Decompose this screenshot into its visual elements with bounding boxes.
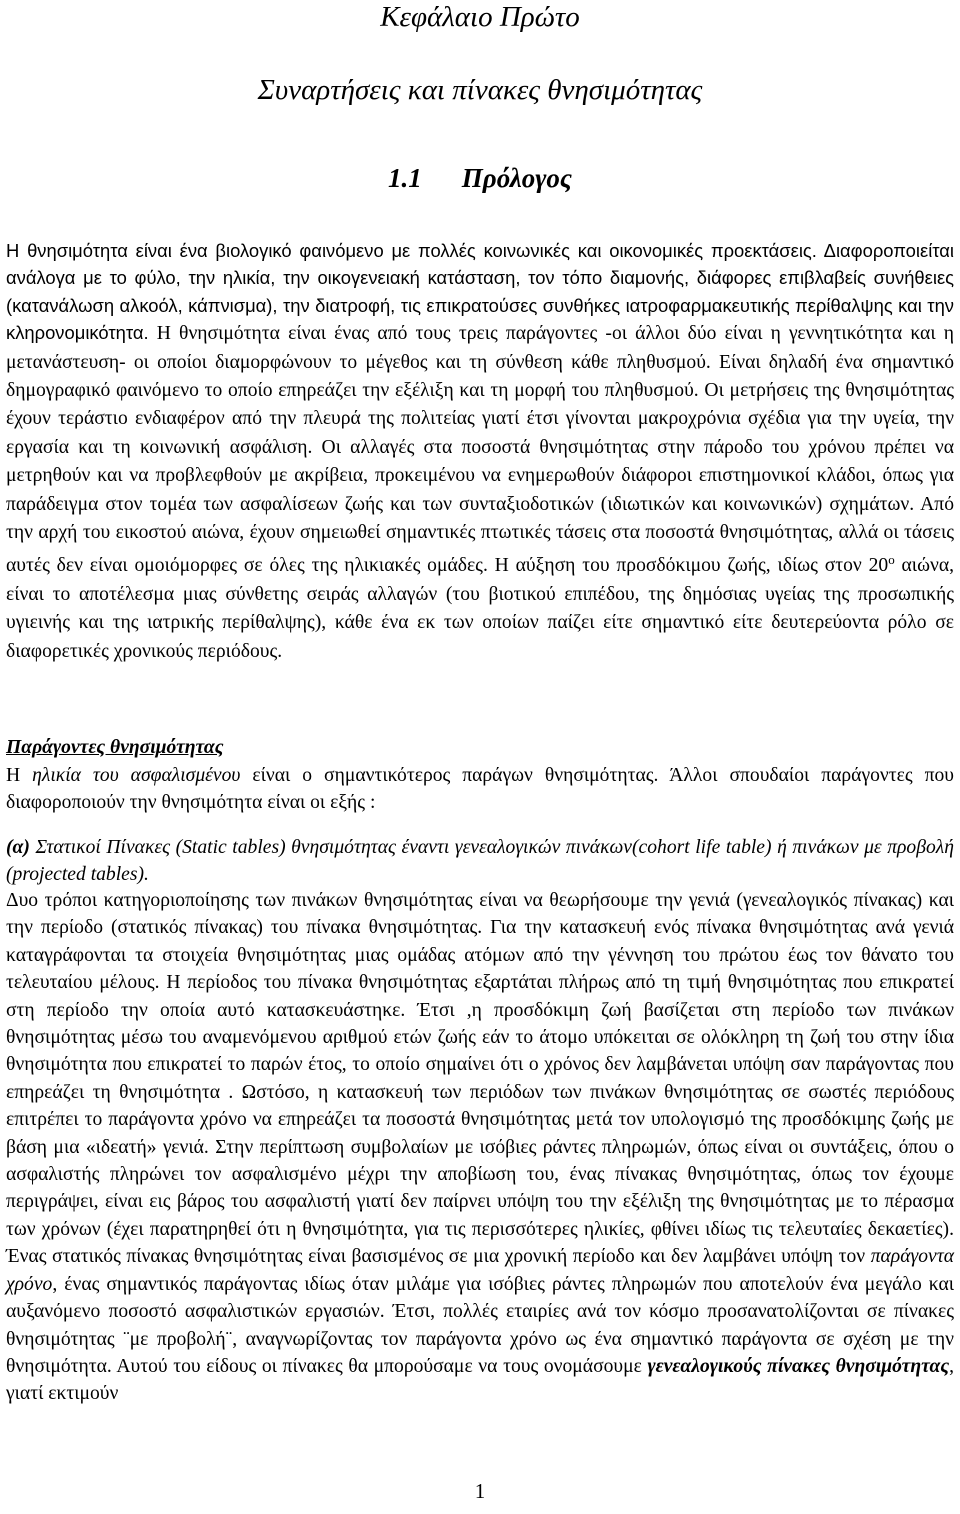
intro-text-part3: αιώνα, είναι το αποτέλεσμα μιας σύνθετης σειράς αλλαγών (του βιοτικού επιπέδου, της δημόσιας υγείας της προσωπικής υγιεινής και της ιατρικής περίθαλψης), κάθε ένα εκ των οποίων παίζει είτε σημαντικό είτε δευτερεύοντα ρόλο σε διαφορετικές χρονικούς περιόδους.: [6, 555, 954, 662]
item-a-paragraph: [6, 834, 954, 889]
page-number: 1: [474, 1479, 486, 1503]
factors-text-a: Η: [6, 765, 33, 786]
factors-heading: Παράγοντες θνησιμότητας: [6, 737, 224, 758]
intro-paragraph: [6, 237, 954, 665]
chapter-title: Κεφάλαιο Πρώτο: [380, 1, 580, 33]
tables-text-bold-italic: γενεαλογικούς πίνακες θνησιμότητας: [647, 1355, 950, 1377]
section-title: Πρόλογος: [461, 163, 572, 193]
tables-text-e: , γιατί εκτιμούν: [6, 1355, 955, 1405]
tables-text-c: , ένας σημαντικός παράγοντας ιδίως όταν μιλάμε για ισόβιες ράντες πληρωμών που αποτελούν ένα μεγάλο και αυξανόμενο ποσοστό ασφαλιστικών εργασιών. Έτσι, πολλές εταιρίες ανά τον κόσμο προσανατολίζονται σε πίνακες θνησιμότητας ¨με προβολή¨, αναγνωρίζοντας τον παράγοντα χρόνο ως ένα σημαντικό παράγοντα σε σχέση με την θνησιμότητα. Αυτού του είδους οι πίνακες θα μπορούσαμε να τους ονομάσουμε: [6, 1273, 954, 1377]
item-a-label: (α): [6, 837, 30, 858]
superscript-o: ο: [888, 552, 895, 568]
factors-text-italic: ηλικία του ασφαλισμένου: [32, 765, 241, 786]
factors-paragraph: [6, 762, 954, 817]
tables-text-italic: παράγοντα χρόνο: [6, 1246, 954, 1295]
section-heading: [0, 160, 960, 196]
item-a-text: Στατικοί Πίνακες (Static tables) θνησιμότητας έναντι γενεαλογικών πινάκων(cohort life table) ή πινάκων με προβολή (projected tables).: [6, 837, 954, 886]
tables-paragraph: [6, 887, 954, 1408]
intro-text-part1: Η θνησιμότητα είναι ένα βιολογικό φαινόμενο με πολλές κοινωνικές και οικονομικές προεκτάσεις. Διαφοροποιείται ανάλογα με το φύλο, την ηλικία, την οικογενειακή κατάσταση, τον τόπο διαμονής, διάφορες επιβλαβείς συνήθειες (κατανάλωση αλκοόλ, κάπνισμα), την διατροφή, τις επικρατούσες συνθήκες ιατροφαρμακευτικής περίθαλψης και την κληρονομικότητα.: [6, 240, 954, 344]
tables-text-a: Δυο τρόποι κατηγοριοποίησης των πινάκων θνησιμότητας είναι να θεωρήσουμε την γενιά (γενεαλογικός πίνακας) και την περίοδο (στατικός πίνακας) του πίνακα θνησιμότητας. Για την κατασκευή ενός πίνακα θνησιμότητας ανά γενιά καταγράφονται τα στοιχεία θνησιμότητας μιας ομάδας ατόμων από την γέννηση του πρώτου έως τον θάνατο του τελευταίου μέλους. Η περίοδος του πίνακα θνησιμότητας εξαρτάται πλήρως από τη τιμή θνησιμότητας που επικρατεί στη περίοδο την οποία αυτό κατασκευάστηκε. Έτσι ,η προσδόκιμη ζωή βασίζεται στη περίοδο των πινάκων θνησιμότητας μέσω του αναμενόμενου αριθμού ετών ζωής εάν το άτομο υπόκειται σε ολόκληρη τη ζωή του στην ίδια θνησιμότητα που επικρατεί το παρών έτος, το οποίο σημαίνει ότι ο χρόνος δεν λαμβάνεται υπόψη σαν παράγοντας που επηρεάζει τη θνησιμότητα . Ωστόσο, η κατασκευή των περιόδων των πινάκων θνησιμότητας σε σωστές περιόδους επιτρέπει το παράγοντα χρόνο να επηρεάζει τα ποσοστά θνησιμότητας μετά τον υπολογισμό της προσδόκιμης ζωής με βάση μια «ιδεατή» γενιά. Στην περίπτωση συμβολαίων με ισόβιες ράντες πληρωμών, όπως είναι οι συντάξεις, όπου ο ασφαλιστής πληρώνει τον ασφαλισμένο μέχρι την αποβίωση του, ένας πίνακας θνησιμότητας, όπως τον έχουμε περιγράψει, είναι εις βάρος του ασφαλιστή γιατί δεν παίρνει υπόψη του την εξέλιξη της θνησιμότητας με το πέρασμα των χρόνων (έχει παρατηρηθεί ότι η θνησιμότητα, για τις περισσότερες ηλικίες, φθίνει ιδίως τις τελευταίες δεκαετίες). Ένας στατικός πίνακας θνησιμότητας είναι βασισμένος σε μια χρονική περίοδο και δεν λαμβάνει υπόψη τον: [6, 890, 954, 1268]
chapter-subtitle: Συναρτήσεις και πίνακες θνησιμότητας: [257, 74, 703, 106]
factors-text-c: είναι ο σημαντικότερος παράγων θνησιμότητας. Άλλοι σπουδαίοι παράγοντες που διαφοροποιούν την θνησιμότητα είναι οι εξής :: [6, 765, 954, 814]
section-number: 1.1: [388, 163, 422, 193]
intro-text-part2: Η θνησιμότητα είναι ένας από τους τρεις παράγοντες -οι άλλοι δύο είναι η γεννητικότητα και η μετανάστευση- οι οποίοι διαμορφώνουν το μέγεθος και τη σύνθεση κάθε πληθυσμού. Είναι δηλαδή ένα σημαντικό δημογραφικό φαινόμενο το οποίο επηρεάζει την εξέλιξη και τη μορφή του πληθυσμού. Οι μετρήσεις της θνησιμότητας έχουν τεράστιο ενδιαφέρον από την πλευρά της πολιτείας γιατί έτσι γίνονται μακροχρόνια σχέδια για την υγεία, την εργασία και τη κοινωνική ασφάλιση. Οι αλλαγές στα ποσοστά θνησιμότητας στην πάροδο του χρόνου πρέπει να μετρηθούν και να προβλεφθούν με ακρίβεια, προκειμένου να ενημερωθούν διάφοροι επιστημονικοί κλάδοι, όπως για παράδειγμα στον τομέα των ασφαλίσεων ζωής και των συνταξιοδοτικών (ιδιωτικών και κοινωνικών) σχημάτων. Από την αρχή του εικοστού αιώνα, έχουν σημειωθεί σημαντικές πτωτικές τάσεις στα ποσοστά θνησιμότητας, αλλά οι τάσεις αυτές δεν είναι ομοιόμορφες σε όλες της ηλικιακές ομάδες. Η αύξηση του προσδόκιμου ζωής, ιδίως στον 20: [6, 323, 954, 577]
